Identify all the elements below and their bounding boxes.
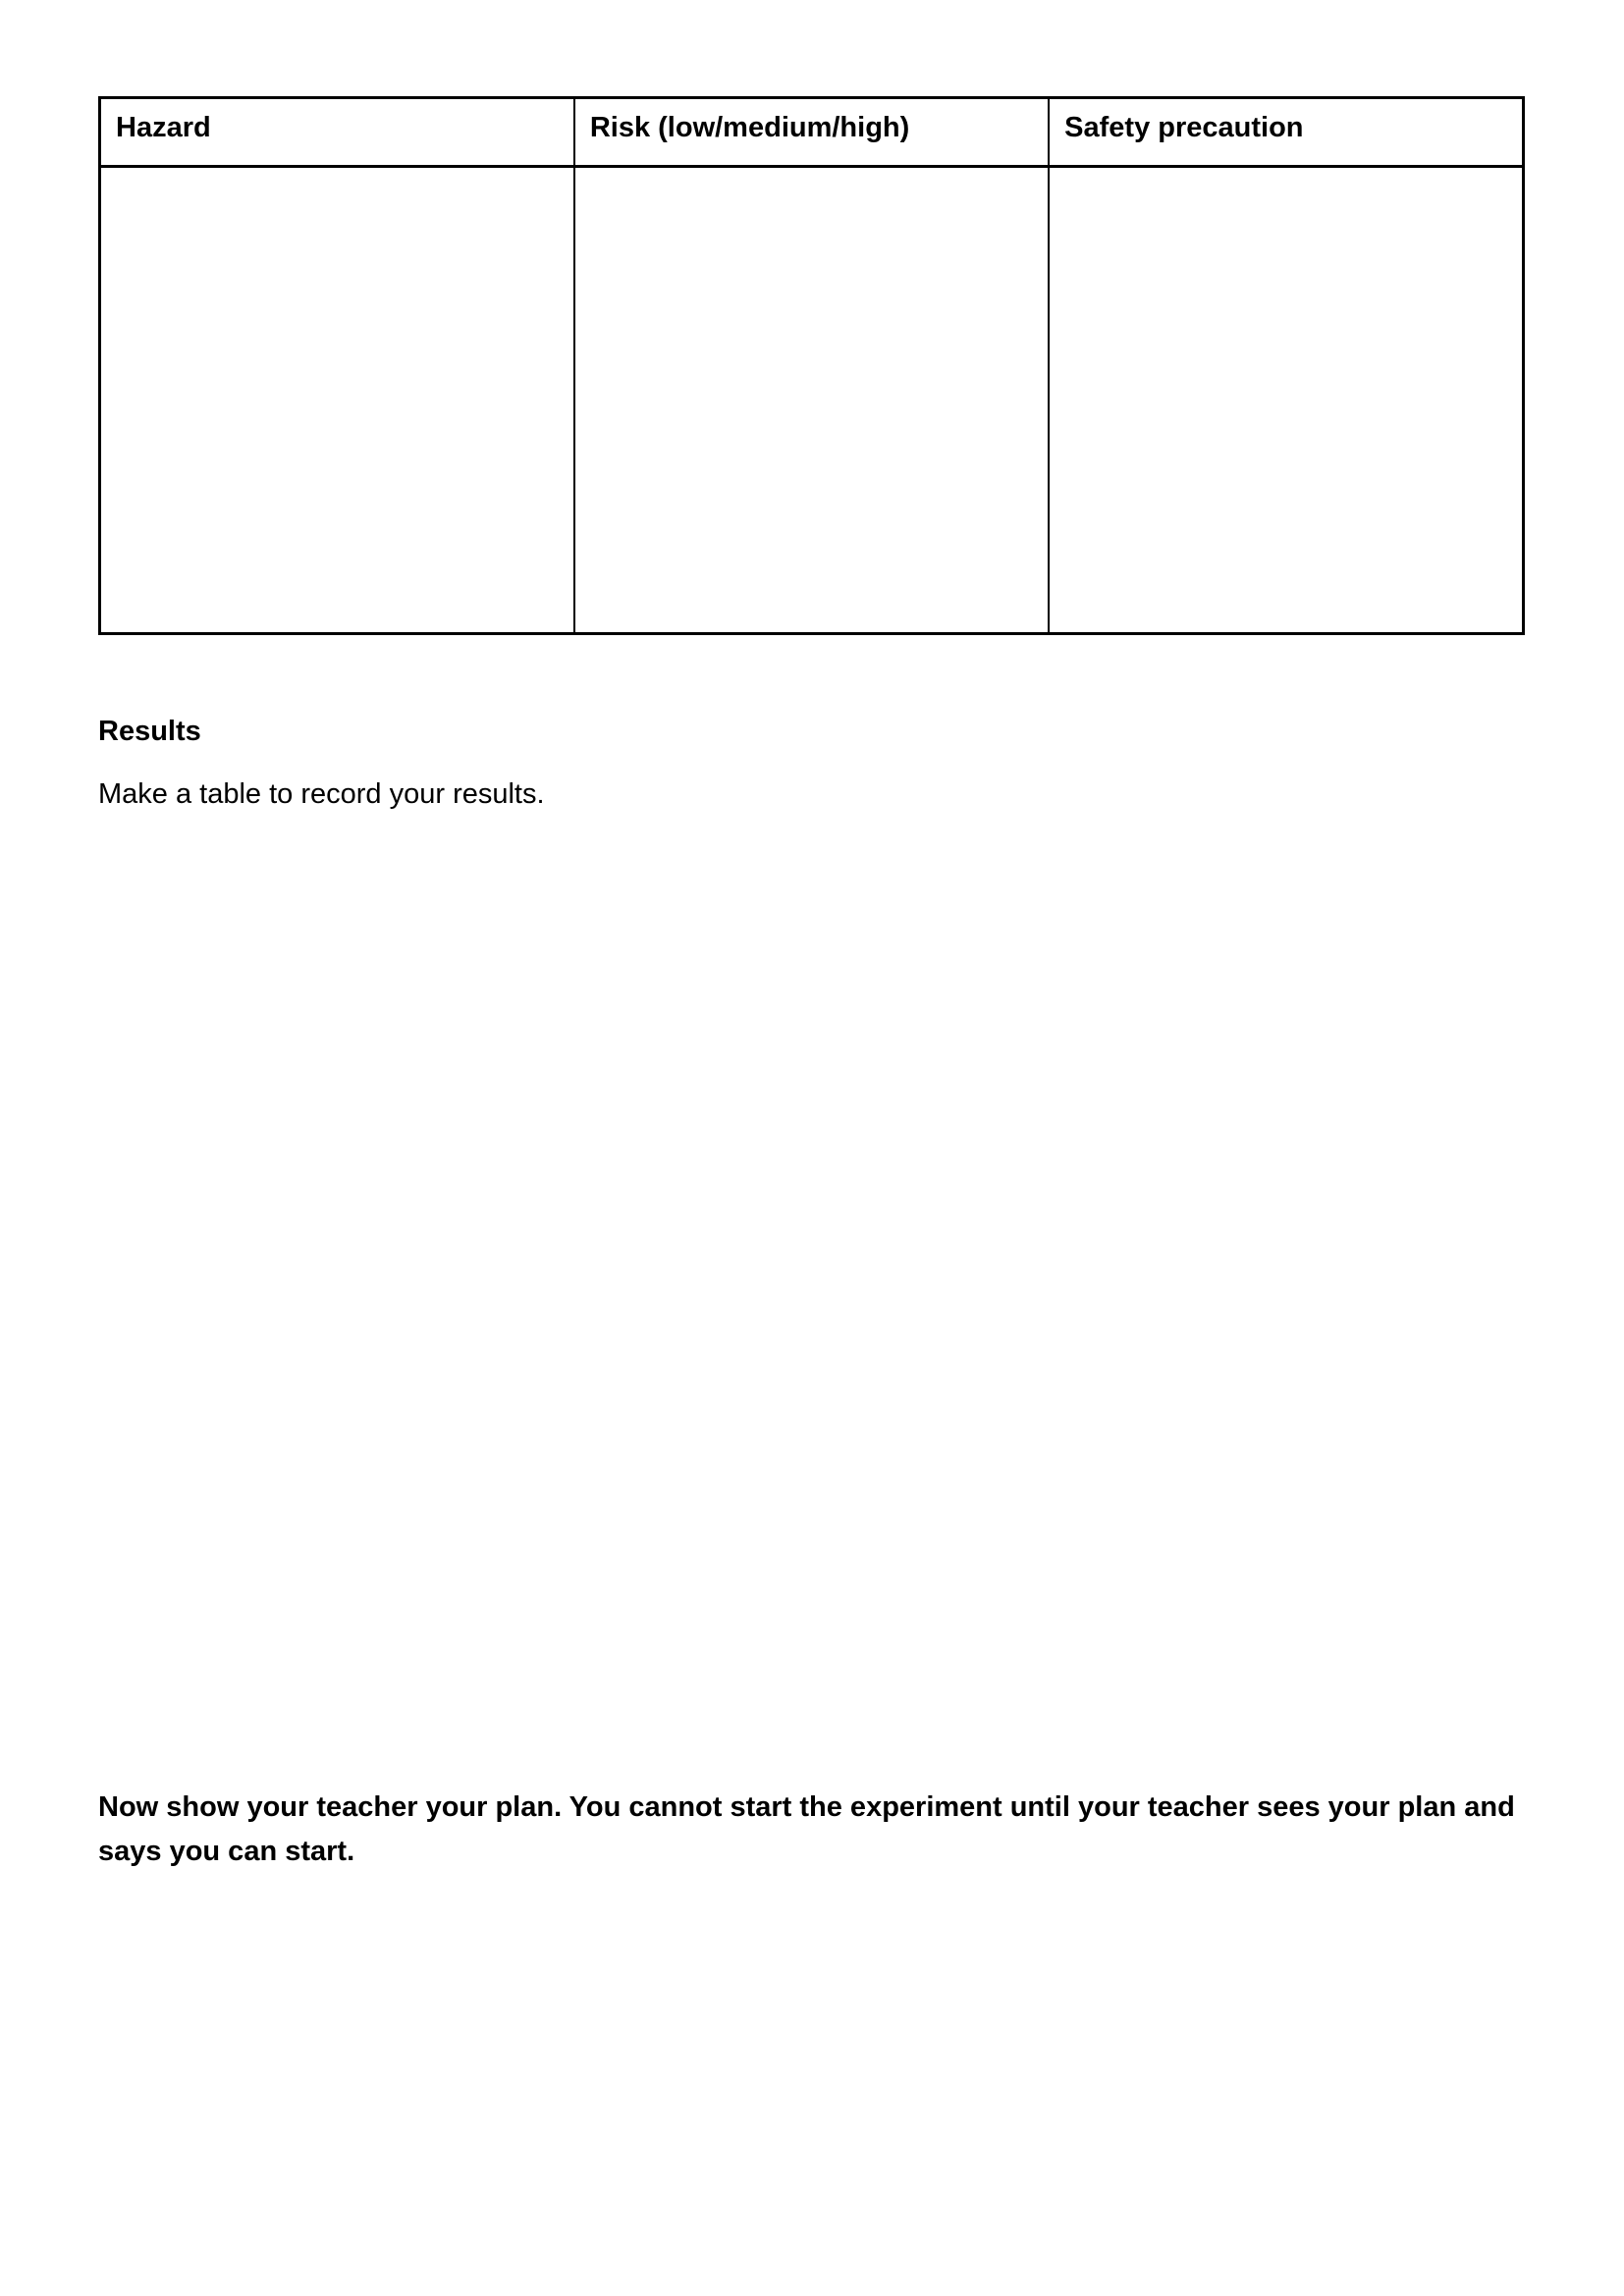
hazard-column-header: Hazard: [100, 98, 574, 167]
document-page: [98, 96, 1525, 1874]
results-instruction: Make a table to record your results.: [98, 778, 545, 811]
hazard-cell[interactable]: [100, 167, 574, 634]
risk-cell[interactable]: [574, 167, 1049, 634]
hazard-risk-table: [98, 96, 1525, 635]
risk-column-header: Risk (low/medium/high): [574, 98, 1049, 167]
table-row: [100, 167, 1524, 634]
table-header-row: [100, 98, 1524, 167]
safety-precaution-column-header: Safety precaution: [1049, 98, 1523, 167]
results-heading: Results: [98, 716, 201, 747]
teacher-plan-note: Now show your teacher your plan. You cannot start the experiment until your teacher sees your plan and says you can start.: [98, 1791, 1515, 1868]
safety-precaution-cell[interactable]: [1049, 167, 1523, 634]
